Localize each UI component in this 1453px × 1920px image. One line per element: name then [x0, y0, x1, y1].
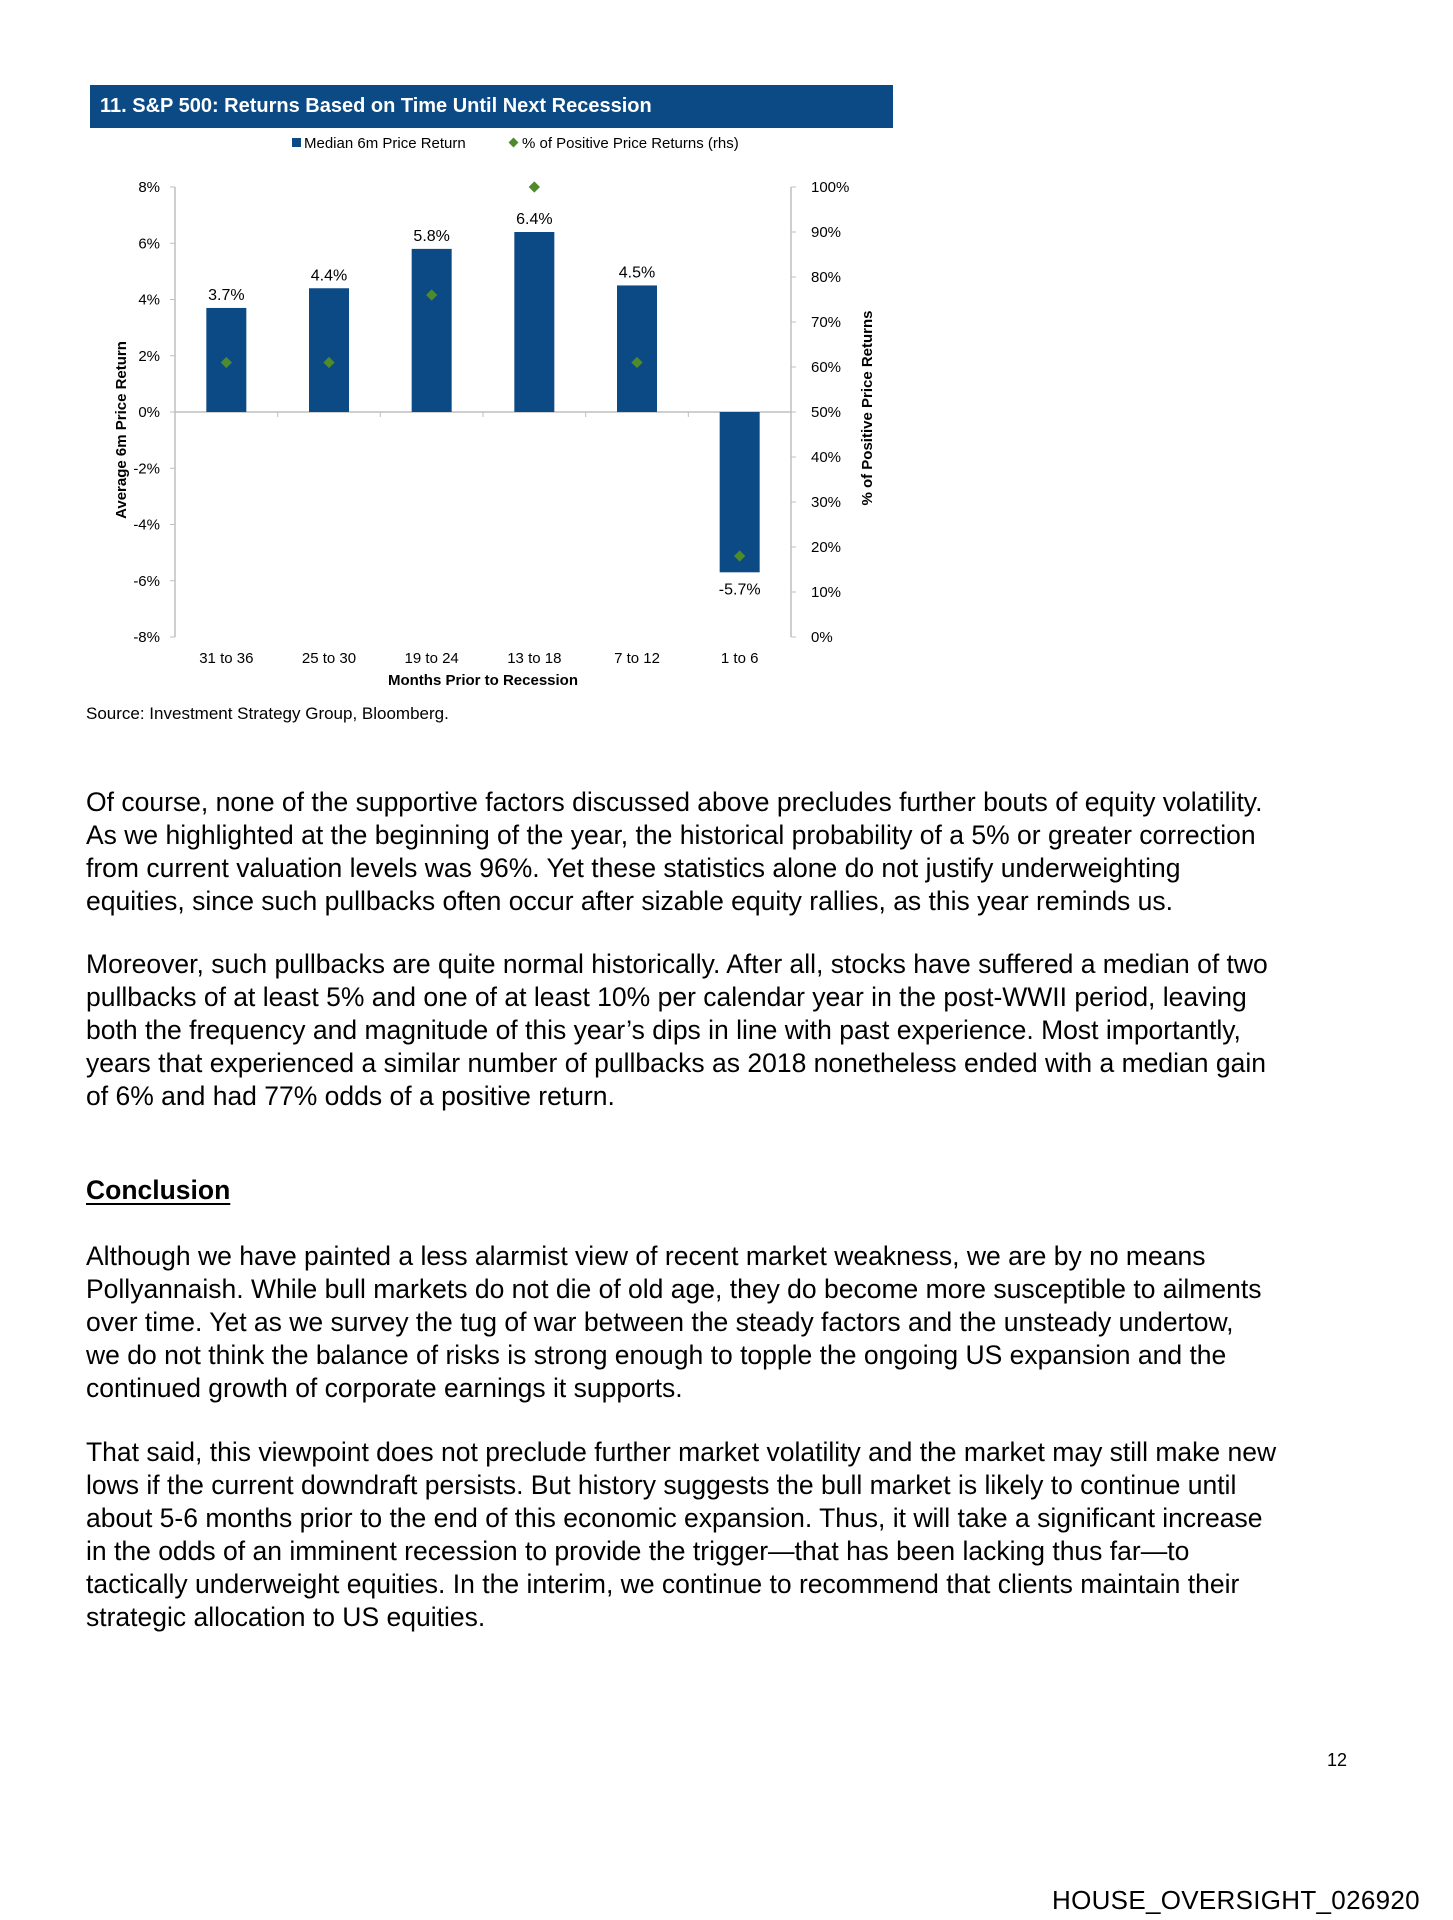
- legend-label-bars: Median 6m Price Return: [304, 135, 466, 152]
- bar-1-to-6: [720, 412, 760, 572]
- paragraph-line: Of course, none of the supportive factors discussed above precludes further bouts of equity volatility.: [86, 787, 1263, 817]
- paragraph-line: Pollyannaish. While bull markets do not die of old age, they do become more susceptible to ailments: [86, 1274, 1262, 1304]
- paragraph-line: continued growth of corporate earnings it supports.: [86, 1373, 683, 1403]
- x-axis-category-label: 31 to 36: [199, 650, 254, 667]
- legend-label-markers: % of Positive Price Returns (rhs): [522, 135, 739, 152]
- right-axis-tick-label: 80%: [811, 269, 842, 286]
- diamond-marker-icon: [529, 181, 540, 192]
- paragraph-line: equities, since such pullbacks often occur after sizable equity rallies, as this year reminds us.: [86, 886, 1174, 916]
- section-heading-conclusion: Conclusion: [86, 1175, 231, 1205]
- paragraph-line: both the frequency and magnitude of this year’s dips in line with past experience. Most importantly,: [86, 1015, 1241, 1045]
- bar-value-label: 3.7%: [208, 286, 245, 304]
- right-axis-tick-label: 30%: [811, 494, 842, 511]
- left-axis-tick-label: -8%: [133, 629, 160, 646]
- paragraph-line: tactically underweight equities. In the interim, we continue to recommend that clients maintain their: [86, 1569, 1240, 1599]
- chart-source: Source: Investment Strategy Group, Bloomberg.: [86, 704, 449, 723]
- right-axis-tick-label: 60%: [811, 359, 842, 376]
- left-axis-tick-label: 6%: [138, 235, 160, 253]
- bar-value-label: 6.4%: [516, 211, 553, 228]
- x-axis-category-label: 1 to 6: [720, 650, 759, 667]
- paragraph-line: Although we have painted a less alarmist view of recent market weakness, we are by no means: [86, 1241, 1206, 1271]
- x-axis-title: Months Prior to Recession: [387, 672, 579, 689]
- paragraph-2: [86, 948, 1386, 1113]
- chart-labels: [199, 211, 760, 667]
- paragraph-line: in the odds of an imminent recession to provide the trigger—that has been lacking thus far—to: [86, 1536, 1190, 1566]
- bar-value-label: 5.8%: [413, 227, 450, 245]
- paragraph-line: strategic allocation to US equities.: [86, 1602, 486, 1632]
- paragraph-line: from current valuation levels was 96%. Yet these statistics alone do not justify underweighting: [86, 853, 1181, 883]
- bates-number: HOUSE_OVERSIGHT_026920: [1052, 1885, 1420, 1915]
- right-axis-tick-label: 20%: [811, 539, 842, 556]
- paragraph-line: years that experienced a similar number of pullbacks as 2018 nonetheless ended with a median gain: [86, 1048, 1266, 1078]
- left-axis-tick-label: -2%: [133, 460, 160, 478]
- bar-value-label: -5.7%: [718, 581, 761, 599]
- left-axis-title: Average 6m Price Return: [113, 341, 130, 519]
- right-axis-tick-label: 10%: [811, 584, 842, 601]
- chart-bars: [206, 232, 759, 572]
- bar-value-label: 4.4%: [310, 267, 348, 285]
- bar-13-to-18: [514, 232, 554, 412]
- bar-25-to-30: [309, 288, 349, 412]
- bar-value-label: 4.5%: [618, 264, 656, 282]
- right-axis-tick-label: 90%: [811, 224, 842, 241]
- paragraph-line: As we highlighted at the beginning of the year, the historical probability of a 5% or greater correction: [86, 820, 1256, 850]
- right-axis-tick-label: 40%: [811, 449, 842, 466]
- chart-markers: [221, 181, 746, 561]
- chart-plot: [0, 0, 1000, 700]
- paragraph-line: That said, this viewpoint does not preclude further market volatility and the market may still make new: [86, 1437, 1277, 1467]
- left-axis-tick-label: 8%: [138, 179, 160, 196]
- bar-7-to-12: [617, 285, 657, 412]
- left-axis-tick-label: -4%: [133, 516, 160, 534]
- paragraph-line: we do not think the balance of risks is strong enough to topple the ongoing US expansion and the: [86, 1340, 1227, 1370]
- paragraph-line: lows if the current downdraft persists. But history suggests the bull market is likely to continue until: [86, 1470, 1237, 1500]
- paragraph-4: [86, 1436, 1386, 1634]
- paragraph-line: of 6% and had 77% odds of a positive return.: [86, 1081, 615, 1111]
- paragraph-line: Moreover, such pullbacks are quite normal historically. After all, stocks have suffered a median of two: [86, 949, 1268, 979]
- x-axis-category-label: 7 to 12: [614, 650, 660, 667]
- chart-axes: [113, 179, 876, 689]
- chart-title: 11. S&P 500: Returns Based on Time Until Next Recession: [100, 95, 652, 117]
- paragraph-line: over time. Yet as we survey the tug of war between the steady factors and the unsteady undertow,: [86, 1307, 1234, 1337]
- right-axis-title: % of Positive Price Returns: [859, 310, 876, 506]
- right-axis-tick-label: 100%: [811, 179, 850, 196]
- right-axis-tick-label: 70%: [811, 314, 842, 331]
- left-axis-tick-label: 4%: [138, 291, 160, 309]
- right-axis-tick-label: 50%: [811, 404, 842, 421]
- x-axis-category-label: 13 to 18: [507, 650, 562, 667]
- bar-19-to-24: [412, 249, 452, 412]
- page-number: 12: [1327, 1750, 1348, 1770]
- left-axis-tick-label: -6%: [133, 572, 160, 590]
- paragraph-line: about 5-6 months prior to the end of this economic expansion. Thus, it will take a significant increase: [86, 1503, 1263, 1533]
- right-axis-tick-label: 0%: [811, 629, 833, 646]
- x-axis-category-label: 19 to 24: [404, 650, 459, 667]
- paragraph-3: [86, 1240, 1386, 1405]
- left-axis-tick-label: 0%: [138, 404, 160, 421]
- left-axis-tick-label: 2%: [138, 347, 160, 365]
- x-axis-category-label: 25 to 30: [301, 650, 357, 667]
- paragraph-1: [86, 786, 1386, 918]
- paragraph-line: pullbacks of at least 5% and one of at least 10% per calendar year in the post-WWII period, leaving: [86, 982, 1247, 1012]
